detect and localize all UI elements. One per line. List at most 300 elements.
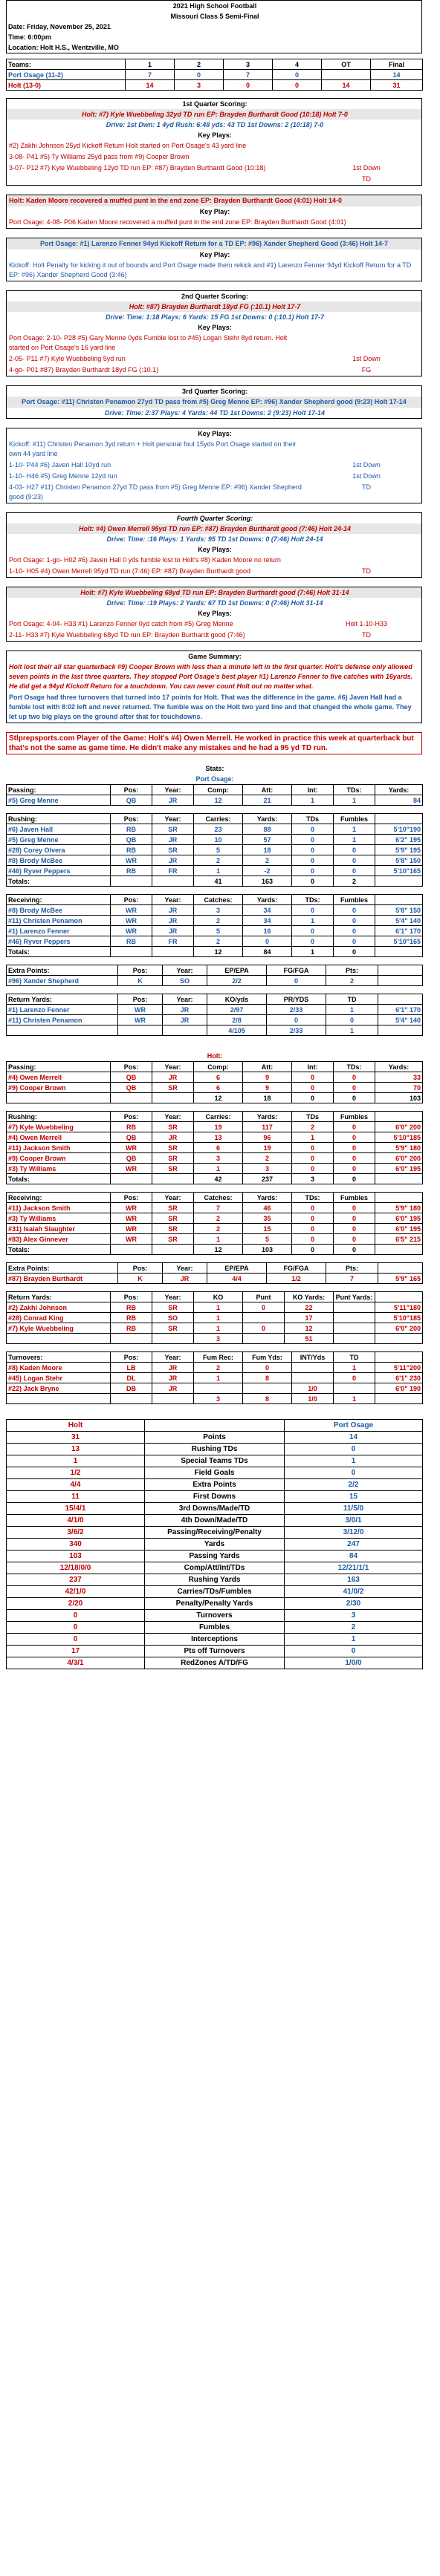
key-play: 2-11- H33 #7) Kyle Wuebbeling 68yd TD run EP: Brayden Burthardt good (7:46) [9, 631, 245, 639]
stat-cell: 1/0 [292, 1383, 334, 1394]
port-osage-stats [6, 784, 422, 1036]
team-stat-label [145, 1420, 285, 1432]
stat-header-cell: Punt [243, 1292, 285, 1302]
player-name: #8) Kaden Moore [7, 1363, 111, 1373]
player-name: #96) Xander Shepherd [7, 976, 118, 986]
stat-cell: 0 [334, 1245, 375, 1255]
team-stat-value: 0 [285, 1646, 423, 1657]
stat-cell [152, 1093, 194, 1103]
stat-row [7, 926, 423, 936]
game-summary-box [6, 650, 422, 723]
stat-header-cell: Rushing: [7, 1112, 111, 1122]
stat-cell: 1 [292, 916, 334, 926]
stat-cell: 84 [243, 947, 292, 957]
team-stat-row [7, 1539, 423, 1551]
stat-row [7, 876, 423, 887]
stat-cell: 7 [194, 1203, 243, 1213]
stat-header-cell: Return Yards: [7, 994, 118, 1005]
player-name: #45) Logan Stehr [7, 1373, 111, 1383]
stat-cell: 5'10"190 [375, 824, 423, 835]
stat-row [7, 1132, 423, 1143]
stat-cell: 0 [243, 1363, 292, 1373]
stat-cell: SR [152, 1213, 194, 1224]
stat-cell: RB [111, 866, 152, 876]
stat-cell: 0 [334, 916, 375, 926]
stat-header-cell: FG/FGA [267, 965, 326, 976]
stat-cell: 0 [243, 1302, 285, 1313]
key-play: Port Osage: 4-04- H33 #1) Larenzo Fenner 0yd catch from #5) Greg Menne [9, 620, 233, 627]
team-stat-value: 4/3/1 [7, 1657, 145, 1669]
stat-cell [118, 1025, 163, 1036]
stat-cell [163, 1025, 207, 1036]
stat-cell: 16 [243, 926, 292, 936]
stat-cell: 3 [292, 1174, 334, 1184]
team-stat-value: 3/12/0 [285, 1527, 423, 1539]
score-cell: 0 [175, 70, 224, 80]
team-stat-value: 13 [7, 1444, 145, 1455]
team-stat-value: 41/0/2 [285, 1586, 423, 1598]
score-table [6, 59, 423, 91]
stat-header-cell: Year: [152, 785, 194, 795]
stat-header-row [7, 1292, 423, 1302]
stat-header-cell: Catches: [194, 1193, 243, 1203]
stat-cell: 1 [194, 1234, 243, 1245]
stat-row [7, 1274, 423, 1284]
team-stat-label: Passing/Receiving/Penalty [145, 1527, 285, 1539]
key-play: 2-05- P11 #7) Kyle Wuebbeling 5yd run [9, 355, 126, 362]
stat-cell: 0 [292, 1224, 334, 1234]
stat-header-cell: Pos: [111, 814, 152, 824]
stat-cell [375, 1334, 423, 1344]
stat-header-cell [375, 1292, 423, 1302]
stat-header-cell: Year: [152, 895, 194, 905]
stat-cell: 0 [292, 1083, 334, 1093]
stat-header-cell: Pos: [118, 965, 163, 976]
key-play: 1-10- P44 #6) Javen Hall 10yd run [9, 461, 111, 469]
stat-cell: 1 [194, 1164, 243, 1174]
stat-cell [152, 1245, 194, 1255]
q2-key-plays [7, 333, 421, 376]
stat-cell: 34 [243, 905, 292, 916]
stat-cell: 6'0" 195 [375, 1213, 423, 1224]
stat-cell: SR [152, 1083, 194, 1093]
stat-header-cell [378, 994, 423, 1005]
stats-port-osage-label: Port Osage: [195, 775, 234, 783]
stat-cell: 3 [243, 1164, 292, 1174]
team-name: Holt (13-0) [7, 80, 126, 91]
stat-cell: 33 [375, 1072, 423, 1083]
stat-cell: QB [111, 1083, 152, 1093]
score-cell: 14 [371, 70, 423, 80]
q4-box-1 [6, 512, 422, 578]
stat-header-cell: Receiving: [7, 1193, 111, 1203]
stat-cell: 5'4" 140 [375, 916, 423, 926]
team-stat-row [7, 1634, 423, 1646]
page [6, 0, 422, 1669]
stat-cell: SR [152, 1153, 194, 1164]
stat-cell: 3 [194, 1394, 243, 1404]
team-stat-row [7, 1455, 423, 1467]
stat-cell [152, 876, 194, 887]
stat-header-cell: Comp: [194, 1062, 243, 1072]
team-stat-row [7, 1527, 423, 1539]
stat-cell: 5'9" 165 [378, 1274, 423, 1284]
stat-header-cell: Passing: [7, 1062, 111, 1072]
stat-cell: 0 [292, 1093, 334, 1103]
stat-cell: 0 [334, 936, 375, 947]
stat-cell: SR [152, 1302, 194, 1313]
team-stat-value: 1 [285, 1634, 423, 1646]
stat-header-row [7, 814, 423, 824]
key-play: 1-10- H46 #5) Greg Menne 12yd run [9, 472, 117, 480]
po-extra-table [6, 965, 423, 986]
stat-cell: 0 [292, 1234, 334, 1245]
stat-cell [111, 1394, 152, 1404]
stat-header-cell: Rushing: [7, 814, 111, 824]
team-stat-label: Points [145, 1432, 285, 1444]
stat-cell [194, 1383, 243, 1394]
team-stat-label: Extra Points [145, 1479, 285, 1491]
stat-cell: RB [111, 1323, 152, 1334]
player-name: #1) Larenzo Fenner [7, 1005, 118, 1015]
game-location: Location: Holt H.S., Wentzville, MO [8, 44, 119, 51]
play-tag: TD [362, 175, 371, 183]
q4-drive-1: Drive: Time: :16 Plays: 1 Yards: 95 TD 1st Downs: 0 (7:46) Holt 24-14 [106, 535, 323, 543]
score-header-row [7, 59, 423, 70]
team-stat-row [7, 1479, 423, 1491]
q1-key-plays [7, 140, 421, 185]
stat-row [7, 1245, 423, 1255]
stat-cell: 1 [326, 1005, 378, 1015]
key-play: Kickoff: #11) Christen Penamon 3yd return + Holt personal foul 15yds Port Osage started on their own 44 yard line [9, 440, 297, 457]
stat-cell: 10 [194, 835, 243, 845]
stat-header-cell [375, 1352, 423, 1363]
stat-header-cell: Pos: [118, 1263, 163, 1274]
player-name: #1) Larenzo Fenner [7, 926, 111, 936]
stat-cell: 103 [375, 1093, 423, 1103]
stat-cell: 0 [334, 1224, 375, 1234]
stat-cell [375, 947, 423, 957]
stat-row [7, 1394, 423, 1404]
stat-cell: -2 [243, 866, 292, 876]
score-header: 1 [126, 59, 175, 70]
stat-header-cell: Pos: [111, 895, 152, 905]
stat-row [7, 1363, 423, 1373]
stat-cell: JR [152, 835, 194, 845]
stat-cell: 42 [194, 1174, 243, 1184]
team-stat-row [7, 1432, 423, 1444]
stat-cell [375, 1394, 423, 1404]
stat-row [7, 866, 423, 876]
stat-header-cell: Year: [163, 965, 207, 976]
play-tag: 1st Down [352, 472, 381, 480]
team-stat-value: 31 [7, 1432, 145, 1444]
stat-cell: 1 [334, 835, 375, 845]
stat-cell: 5'10"185 [375, 1313, 423, 1323]
team-stat-value: 11 [7, 1491, 145, 1503]
stat-cell: WR [111, 1224, 152, 1234]
play-tag: TD [362, 567, 371, 575]
stat-cell: 2/33 [267, 1005, 326, 1015]
stat-cell [375, 1245, 423, 1255]
team-stat-label: Carries/TDs/Fumbles [145, 1586, 285, 1598]
team-stat-value: 1 [7, 1455, 145, 1467]
stat-row [7, 976, 423, 986]
game-date: Date: Friday, November 25, 2021 [8, 23, 111, 30]
stat-cell: 0 [292, 855, 334, 866]
stat-cell: 6'1" 170 [375, 926, 423, 936]
stat-cell: 2 [243, 855, 292, 866]
stat-header-cell: KO [194, 1292, 243, 1302]
stat-cell: 5'8" 150 [375, 855, 423, 866]
q1-box [6, 98, 422, 186]
player-name: #83) Alex Ginnever [7, 1234, 111, 1245]
stat-header-cell [375, 895, 423, 905]
q1-title: 1st Quarter Scoring: [182, 100, 248, 108]
stat-cell: 6'0" 190 [375, 1383, 423, 1394]
stat-cell: 5'8" 150 [375, 905, 423, 916]
stat-row [7, 905, 423, 916]
stats-title: Stats: [205, 765, 224, 772]
score-cell: 7 [224, 70, 273, 80]
stat-cell: 1 [334, 795, 375, 806]
stat-cell: RB [111, 824, 152, 835]
stat-cell [111, 947, 152, 957]
stat-cell [111, 1334, 152, 1344]
player-name: #3) Ty Williams [7, 1164, 111, 1174]
team-stat-value: 17 [7, 1646, 145, 1657]
stat-header-cell: Comp: [194, 785, 243, 795]
stat-row [7, 1093, 423, 1103]
stat-header-cell: TDs [292, 1112, 334, 1122]
stat-cell: QB [111, 795, 152, 806]
stat-row [7, 1015, 423, 1025]
stat-cell [243, 1313, 285, 1323]
h-returns-table [6, 1291, 423, 1344]
stat-cell: 13 [194, 1132, 243, 1143]
summary-port-osage: Port Osage had three turnovers that turned into 17 points for Holt. That was the difference in the game. #6) Javen Hall had a fumble lost with 8:02 left and never returned. The fumble was on the Holt two yard line and that changed the whole game. They let up two big plays on the ground after that for touchdowns. [9, 694, 412, 720]
team-stat-row [7, 1444, 423, 1455]
stat-cell [292, 1363, 334, 1373]
stat-header-cell: Att: [243, 1062, 292, 1072]
stat-cell: 6'0" 200 [375, 1153, 423, 1164]
player-name: #9) Cooper Brown [7, 1083, 111, 1093]
stat-cell: 9 [243, 1083, 292, 1093]
h-rushing-table [6, 1111, 423, 1184]
team-stats-table [6, 1419, 423, 1669]
stat-cell: 0 [334, 926, 375, 936]
player-name: Totals: [7, 1174, 111, 1184]
stat-cell: 0 [292, 1213, 334, 1224]
stat-cell: 21 [243, 795, 292, 806]
score-header: Teams: [7, 59, 126, 70]
stat-cell: 0 [292, 824, 334, 835]
stat-header-row [7, 965, 423, 976]
team-stat-value: 3/6/2 [7, 1527, 145, 1539]
stat-cell: 2 [194, 1213, 243, 1224]
score-row-holt [7, 80, 423, 91]
stat-cell: 1 [292, 947, 334, 957]
key-play: #2) Zakhi Johnson 25yd Kickoff Return Holt started on Port Osage's 43 yard line [9, 142, 247, 149]
stat-cell [111, 1245, 152, 1255]
team-stat-row [7, 1646, 423, 1657]
stat-header-cell: Turnovers: [7, 1352, 111, 1363]
stat-cell: 88 [243, 824, 292, 835]
stat-header-row [7, 895, 423, 905]
stat-cell: JR [163, 1005, 207, 1015]
stat-row [7, 1334, 423, 1344]
stat-cell: JR [152, 916, 194, 926]
stat-header-cell: FG/FGA [267, 1263, 326, 1274]
stats-holt-label: Holt: [207, 1052, 223, 1060]
stat-cell: QB [111, 1153, 152, 1164]
team-stat-value: 2 [285, 1622, 423, 1634]
stat-cell: 2 [334, 876, 375, 887]
stat-header-cell: Year: [152, 1292, 194, 1302]
key-plays-label: Key Plays: [198, 430, 232, 437]
stat-cell: JR [152, 1363, 194, 1373]
stat-cell: RB [111, 1302, 152, 1313]
stat-header-cell: Year: [163, 1263, 207, 1274]
po-receiving-table [6, 894, 423, 957]
stat-header-cell: Pos: [111, 785, 152, 795]
q4-box-2 [6, 587, 422, 642]
stat-cell: 5'11"180 [375, 1302, 423, 1313]
stat-cell: 1 [194, 1323, 243, 1334]
q4-key-plays-1 [7, 555, 421, 577]
team-stat-label: First Downs [145, 1491, 285, 1503]
stat-cell: WR [111, 1203, 152, 1213]
stat-cell: 103 [243, 1245, 292, 1255]
stat-cell: 57 [243, 835, 292, 845]
stat-header-cell: Fumbles [334, 895, 375, 905]
stat-cell: RB [111, 1122, 152, 1132]
stat-cell [152, 1334, 194, 1344]
stat-cell: WR [111, 1213, 152, 1224]
stat-row [7, 795, 423, 806]
stat-header-cell: TDs: [334, 785, 375, 795]
team-stat-label: Rushing Yards [145, 1574, 285, 1586]
player-name: #22) Jack Bryne [7, 1383, 111, 1394]
stat-cell: 18 [243, 1093, 292, 1103]
stat-header-cell: TDs [292, 814, 334, 824]
team-stat-row [7, 1657, 423, 1669]
q3-box [6, 385, 422, 419]
stat-cell: 0 [243, 936, 292, 947]
stat-cell: 5'10"165 [375, 866, 423, 876]
team-stat-row [7, 1562, 423, 1574]
team-stat-value: 11/5/0 [285, 1503, 423, 1515]
stat-cell: 2 [194, 855, 243, 866]
team-stat-value: 0 [7, 1622, 145, 1634]
team-stat-value: Port Osage [285, 1420, 423, 1432]
stat-cell: 1 [194, 1302, 243, 1313]
stat-row [7, 1025, 423, 1036]
team-stat-row [7, 1515, 423, 1527]
stat-header-cell: Int: [292, 1062, 334, 1072]
q3-plays-box [6, 428, 422, 503]
stat-header-cell: Receiving: [7, 895, 111, 905]
stat-header-cell [375, 1193, 423, 1203]
play-tag: 1st Down [352, 461, 381, 469]
summary-holt: Holt lost their all star quarterback #9) Cooper Brown with less than a minute left in the first quarter. Holt's defense only allowed seven points in the last three quarters. They stopped Port Osage's best player #1) Larenzo Fenner to five catches with 16yards. He did get a 94yd Kickoff Return for a touchdown. You can never count Holt out no matter what. [9, 663, 413, 690]
stat-cell: 1 [292, 795, 334, 806]
stat-row [7, 1164, 423, 1174]
stat-cell: 0 [334, 1164, 375, 1174]
stat-row [7, 845, 423, 855]
stat-header-row [7, 1352, 423, 1363]
stat-cell: SR [152, 1164, 194, 1174]
stat-row [7, 916, 423, 926]
stat-cell: SR [152, 1224, 194, 1234]
stat-cell: JR [152, 905, 194, 916]
stat-cell: 5'10"185 [375, 1132, 423, 1143]
team-stat-label: Penalty/Penalty Yards [145, 1598, 285, 1610]
stat-header-cell: Fum Rec: [194, 1352, 243, 1363]
stat-header-cell: PR/YDS [267, 994, 326, 1005]
player-name: #5) Greg Menne [7, 835, 111, 845]
play-tag: TD [362, 631, 371, 639]
player-name: #87) Brayden Burthardt [7, 1274, 118, 1284]
team-stat-value: 1/0/0 [285, 1657, 423, 1669]
stat-cell [152, 947, 194, 957]
team-stat-row [7, 1551, 423, 1562]
stat-cell: 34 [243, 916, 292, 926]
stat-header-cell: Yards: [375, 785, 423, 795]
q4-title: Fourth Quarter Scoring: [176, 515, 253, 522]
stat-row [7, 1383, 423, 1394]
team-stat-value: 0 [285, 1467, 423, 1479]
h-extra-table [6, 1262, 423, 1284]
key-play: Port Osage: 4-08- P06 Kaden Moore recovered a muffed punt in the end zone EP: Brayden Burthardt Good (4:01) [9, 218, 346, 226]
team-stat-value: 14 [285, 1432, 423, 1444]
player-name: #11) Jackson Smith [7, 1203, 111, 1213]
stat-cell: 3 [194, 905, 243, 916]
player-name: #6) Javen Hall [7, 824, 111, 835]
score-cell [322, 70, 371, 80]
player-name [7, 1093, 111, 1103]
stat-header-cell: Yards: [243, 1112, 292, 1122]
stat-cell: 6'0" 200 [375, 1122, 423, 1132]
team-stat-label: Field Goals [145, 1467, 285, 1479]
stat-header-cell: Int: [292, 785, 334, 795]
player-name: #46) Ryver Peppers [7, 936, 111, 947]
page-subtitle: Missouri Class 5 Semi-Final [170, 13, 259, 20]
stat-header-cell: Pos: [118, 994, 163, 1005]
stat-cell: 6'1" 170 [378, 1005, 423, 1015]
stat-cell: 17 [285, 1313, 334, 1323]
team-stat-row [7, 1503, 423, 1515]
team-stat-row [7, 1610, 423, 1622]
stat-header-cell: Carries: [194, 814, 243, 824]
team-stat-label: Special Teams TDs [145, 1455, 285, 1467]
po-returns-table [6, 994, 423, 1036]
stat-cell: 19 [194, 1122, 243, 1132]
stat-cell: 1 [334, 1363, 375, 1373]
stat-cell [111, 1174, 152, 1184]
q3-drive: Drive: Time: 2:37 Plays: 4 Yards: 44 TD 1st Downs: 2 (9:23) Holt 17-14 [105, 409, 325, 417]
stat-cell: 117 [243, 1122, 292, 1132]
team-stat-value: Holt [7, 1420, 145, 1432]
key-plays-label: Key Plays: [198, 131, 232, 139]
stat-cell: 9 [243, 1072, 292, 1083]
stat-cell: 2 [194, 1224, 243, 1234]
stat-header-cell: KO/yds [207, 994, 267, 1005]
player-name: #9) Cooper Brown [7, 1153, 111, 1164]
player-name [7, 1334, 111, 1344]
stat-cell: FR [152, 866, 194, 876]
stat-header-cell: TDs: [334, 1062, 375, 1072]
